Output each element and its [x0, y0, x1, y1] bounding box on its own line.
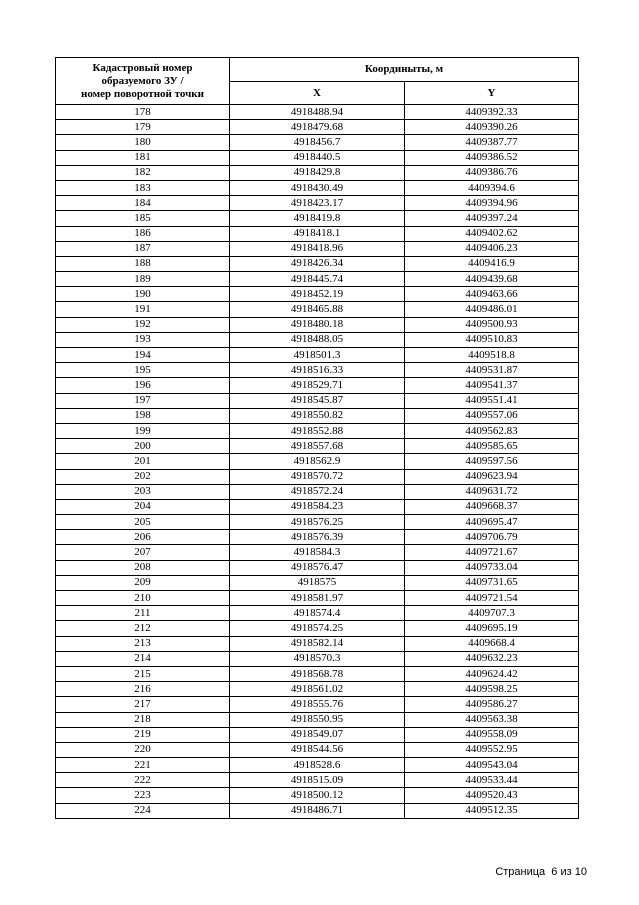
point-number-cell: 205 — [56, 515, 230, 530]
table-row — [56, 636, 579, 651]
x-coordinate-cell: 4918500.12 — [230, 788, 405, 803]
x-coordinate-cell: 4918419.8 — [230, 211, 405, 226]
x-coordinate-cell: 4918545.87 — [230, 393, 405, 408]
point-number-cell: 218 — [56, 712, 230, 727]
y-coordinate-cell: 4409624.42 — [405, 666, 579, 681]
table-row — [56, 545, 579, 560]
y-coordinate-cell: 4409439.68 — [405, 272, 579, 287]
table-row — [56, 788, 579, 803]
table-row — [56, 256, 579, 271]
table-row — [56, 287, 579, 302]
table-row — [56, 211, 579, 226]
x-coordinate-cell: 4918456.7 — [230, 135, 405, 150]
coordinates-table — [55, 57, 579, 819]
header-coordinates: Координыты, м — [230, 58, 579, 82]
point-number-cell: 223 — [56, 788, 230, 803]
table-row — [56, 378, 579, 393]
y-coordinate-cell: 4409394.6 — [405, 180, 579, 195]
x-coordinate-cell: 4918516.33 — [230, 363, 405, 378]
y-coordinate-cell: 4409668.37 — [405, 499, 579, 514]
point-number-cell: 196 — [56, 378, 230, 393]
table-row — [56, 196, 579, 211]
table-row — [56, 560, 579, 575]
table-row — [56, 697, 579, 712]
x-coordinate-cell: 4918501.3 — [230, 348, 405, 363]
point-number-cell: 200 — [56, 439, 230, 454]
point-number-cell: 178 — [56, 105, 230, 120]
table-row — [56, 393, 579, 408]
point-number-cell: 192 — [56, 317, 230, 332]
table-row — [56, 484, 579, 499]
y-coordinate-cell: 4409531.87 — [405, 363, 579, 378]
x-coordinate-cell: 4918423.17 — [230, 196, 405, 211]
x-coordinate-cell: 4918515.09 — [230, 773, 405, 788]
point-number-cell: 209 — [56, 575, 230, 590]
y-coordinate-cell: 4409551.41 — [405, 393, 579, 408]
y-coordinate-cell: 4409597.56 — [405, 454, 579, 469]
table-row — [56, 606, 579, 621]
x-coordinate-cell: 4918550.95 — [230, 712, 405, 727]
table-row — [56, 150, 579, 165]
header-point-number-line-1: Кадастровый номер — [92, 61, 193, 74]
table-row — [56, 742, 579, 757]
x-coordinate-cell: 4918582.14 — [230, 636, 405, 651]
y-coordinate-cell: 4409533.44 — [405, 773, 579, 788]
page-footer — [495, 866, 587, 878]
x-coordinate-cell: 4918488.05 — [230, 332, 405, 347]
x-coordinate-cell: 4918418.96 — [230, 241, 405, 256]
x-coordinate-cell: 4918430.49 — [230, 180, 405, 195]
y-coordinate-cell: 4409557.06 — [405, 408, 579, 423]
table-row — [56, 363, 579, 378]
y-coordinate-cell: 4409406.23 — [405, 241, 579, 256]
y-coordinate-cell: 4409390.26 — [405, 120, 579, 135]
x-coordinate-cell: 4918549.07 — [230, 727, 405, 742]
point-number-cell: 207 — [56, 545, 230, 560]
table-row — [56, 530, 579, 545]
y-coordinate-cell: 4409695.19 — [405, 621, 579, 636]
y-coordinate-cell: 4409392.33 — [405, 105, 579, 120]
x-coordinate-cell: 4918452.19 — [230, 287, 405, 302]
y-coordinate-cell: 4409552.95 — [405, 742, 579, 757]
y-coordinate-cell: 4409543.04 — [405, 758, 579, 773]
point-number-cell: 211 — [56, 606, 230, 621]
y-coordinate-cell: 4409562.83 — [405, 423, 579, 438]
page-of: из — [560, 866, 572, 878]
point-number-cell: 219 — [56, 727, 230, 742]
x-coordinate-cell: 4918572.24 — [230, 484, 405, 499]
table-row — [56, 454, 579, 469]
table-row — [56, 515, 579, 530]
x-coordinate-cell: 4918570.3 — [230, 651, 405, 666]
x-coordinate-cell: 4918426.34 — [230, 256, 405, 271]
x-coordinate-cell: 4918465.88 — [230, 302, 405, 317]
point-number-cell: 184 — [56, 196, 230, 211]
y-coordinate-cell: 4409706.79 — [405, 530, 579, 545]
x-coordinate-cell: 4918440.5 — [230, 150, 405, 165]
point-number-cell: 194 — [56, 348, 230, 363]
y-coordinate-cell: 4409500.93 — [405, 317, 579, 332]
y-coordinate-cell: 4409733.04 — [405, 560, 579, 575]
x-coordinate-cell: 4918528.6 — [230, 758, 405, 773]
table-row — [56, 317, 579, 332]
y-coordinate-cell: 4409510.83 — [405, 332, 579, 347]
table-row — [56, 302, 579, 317]
table-body — [56, 105, 579, 819]
point-number-cell: 210 — [56, 591, 230, 606]
table-row — [56, 621, 579, 636]
y-coordinate-cell: 4409632.23 — [405, 651, 579, 666]
table-row — [56, 727, 579, 742]
y-coordinate-cell: 4409386.52 — [405, 150, 579, 165]
x-coordinate-cell: 4918562.9 — [230, 454, 405, 469]
point-number-cell: 190 — [56, 287, 230, 302]
point-number-cell: 212 — [56, 621, 230, 636]
x-coordinate-cell: 4918561.02 — [230, 682, 405, 697]
point-number-cell: 214 — [56, 651, 230, 666]
table-row — [56, 591, 579, 606]
y-coordinate-cell: 4409416.9 — [405, 256, 579, 271]
point-number-cell: 187 — [56, 241, 230, 256]
y-coordinate-cell: 4409598.25 — [405, 682, 579, 697]
x-coordinate-cell: 4918557.68 — [230, 439, 405, 454]
y-coordinate-cell: 4409721.67 — [405, 545, 579, 560]
y-coordinate-cell: 4409387.77 — [405, 135, 579, 150]
table-row — [56, 712, 579, 727]
table-row — [56, 105, 579, 120]
y-coordinate-cell: 4409623.94 — [405, 469, 579, 484]
y-coordinate-cell: 4409397.24 — [405, 211, 579, 226]
x-coordinate-cell: 4918576.47 — [230, 560, 405, 575]
y-coordinate-cell: 4409695.47 — [405, 515, 579, 530]
point-number-cell: 185 — [56, 211, 230, 226]
table-row — [56, 332, 579, 347]
table-row — [56, 120, 579, 135]
point-number-cell: 191 — [56, 302, 230, 317]
header-point-number-line-2: образуемого ЗУ / — [101, 74, 184, 87]
point-number-cell: 198 — [56, 408, 230, 423]
y-coordinate-cell: 4409520.43 — [405, 788, 579, 803]
table-row — [56, 423, 579, 438]
point-number-cell: 180 — [56, 135, 230, 150]
table-row — [56, 499, 579, 514]
y-coordinate-cell: 4409512.35 — [405, 803, 579, 818]
table-row — [56, 226, 579, 241]
point-number-cell: 201 — [56, 454, 230, 469]
y-coordinate-cell: 4409586.27 — [405, 697, 579, 712]
y-coordinate-cell: 4409518.8 — [405, 348, 579, 363]
point-number-cell: 199 — [56, 423, 230, 438]
table-row — [56, 408, 579, 423]
y-coordinate-cell: 4409668.4 — [405, 636, 579, 651]
x-coordinate-cell: 4918480.18 — [230, 317, 405, 332]
table-row — [56, 666, 579, 681]
x-coordinate-cell: 4918488.94 — [230, 105, 405, 120]
y-coordinate-cell: 4409721.54 — [405, 591, 579, 606]
point-number-cell: 208 — [56, 560, 230, 575]
table-row — [56, 165, 579, 180]
point-number-cell: 182 — [56, 165, 230, 180]
y-coordinate-cell: 4409558.09 — [405, 727, 579, 742]
table-row — [56, 758, 579, 773]
table-row — [56, 180, 579, 195]
y-coordinate-cell: 4409541.37 — [405, 378, 579, 393]
y-coordinate-cell: 4409585.65 — [405, 439, 579, 454]
point-number-cell: 181 — [56, 150, 230, 165]
page-total: 10 — [574, 866, 587, 878]
point-number-cell: 203 — [56, 484, 230, 499]
header-y: Y — [405, 82, 579, 105]
y-coordinate-cell: 4409486.01 — [405, 302, 579, 317]
x-coordinate-cell: 4918575 — [230, 575, 405, 590]
x-coordinate-cell: 4918581.97 — [230, 591, 405, 606]
y-coordinate-cell: 4409731.65 — [405, 575, 579, 590]
point-number-cell: 221 — [56, 758, 230, 773]
point-number-cell: 197 — [56, 393, 230, 408]
header-point-number-line-3: номер поворотной точки — [81, 87, 204, 100]
x-coordinate-cell: 4918584.23 — [230, 499, 405, 514]
table-row — [56, 575, 579, 590]
x-coordinate-cell: 4918570.72 — [230, 469, 405, 484]
point-number-cell: 189 — [56, 272, 230, 287]
y-coordinate-cell: 4409631.72 — [405, 484, 579, 499]
x-coordinate-cell: 4918418.1 — [230, 226, 405, 241]
x-coordinate-cell: 4918574.25 — [230, 621, 405, 636]
point-number-cell: 206 — [56, 530, 230, 545]
x-coordinate-cell: 4918529.71 — [230, 378, 405, 393]
x-coordinate-cell: 4918445.74 — [230, 272, 405, 287]
y-coordinate-cell: 4409402.62 — [405, 226, 579, 241]
table-row — [56, 469, 579, 484]
y-coordinate-cell: 4409563.38 — [405, 712, 579, 727]
header-point-number — [56, 58, 230, 105]
point-number-cell: 204 — [56, 499, 230, 514]
point-number-cell: 224 — [56, 803, 230, 818]
point-number-cell: 222 — [56, 773, 230, 788]
x-coordinate-cell: 4918552.88 — [230, 423, 405, 438]
point-number-cell: 195 — [56, 363, 230, 378]
point-number-cell: 216 — [56, 682, 230, 697]
table-row — [56, 803, 579, 818]
y-coordinate-cell: 4409707.3 — [405, 606, 579, 621]
x-coordinate-cell: 4918576.39 — [230, 530, 405, 545]
table-row — [56, 272, 579, 287]
point-number-cell: 213 — [56, 636, 230, 651]
table-row — [56, 135, 579, 150]
point-number-cell: 202 — [56, 469, 230, 484]
x-coordinate-cell: 4918544.56 — [230, 742, 405, 757]
page-label: Страница — [495, 866, 546, 878]
table-row — [56, 651, 579, 666]
x-coordinate-cell: 4918479.68 — [230, 120, 405, 135]
point-number-cell: 188 — [56, 256, 230, 271]
x-coordinate-cell: 4918584.3 — [230, 545, 405, 560]
x-coordinate-cell: 4918555.76 — [230, 697, 405, 712]
point-number-cell: 183 — [56, 180, 230, 195]
point-number-cell: 215 — [56, 666, 230, 681]
point-number-cell: 220 — [56, 742, 230, 757]
point-number-cell: 193 — [56, 332, 230, 347]
header-x: X — [230, 82, 405, 105]
x-coordinate-cell: 4918576.25 — [230, 515, 405, 530]
x-coordinate-cell: 4918429.8 — [230, 165, 405, 180]
point-number-cell: 217 — [56, 697, 230, 712]
y-coordinate-cell: 4409394.96 — [405, 196, 579, 211]
x-coordinate-cell: 4918568.78 — [230, 666, 405, 681]
point-number-cell: 179 — [56, 120, 230, 135]
page-current: 6 — [551, 866, 558, 878]
table-row — [56, 682, 579, 697]
point-number-cell: 186 — [56, 226, 230, 241]
table-row — [56, 773, 579, 788]
x-coordinate-cell: 4918574.4 — [230, 606, 405, 621]
x-coordinate-cell: 4918486.71 — [230, 803, 405, 818]
table-row — [56, 348, 579, 363]
table-row — [56, 439, 579, 454]
x-coordinate-cell: 4918550.82 — [230, 408, 405, 423]
y-coordinate-cell: 4409386.76 — [405, 165, 579, 180]
y-coordinate-cell: 4409463.66 — [405, 287, 579, 302]
table-row — [56, 241, 579, 256]
